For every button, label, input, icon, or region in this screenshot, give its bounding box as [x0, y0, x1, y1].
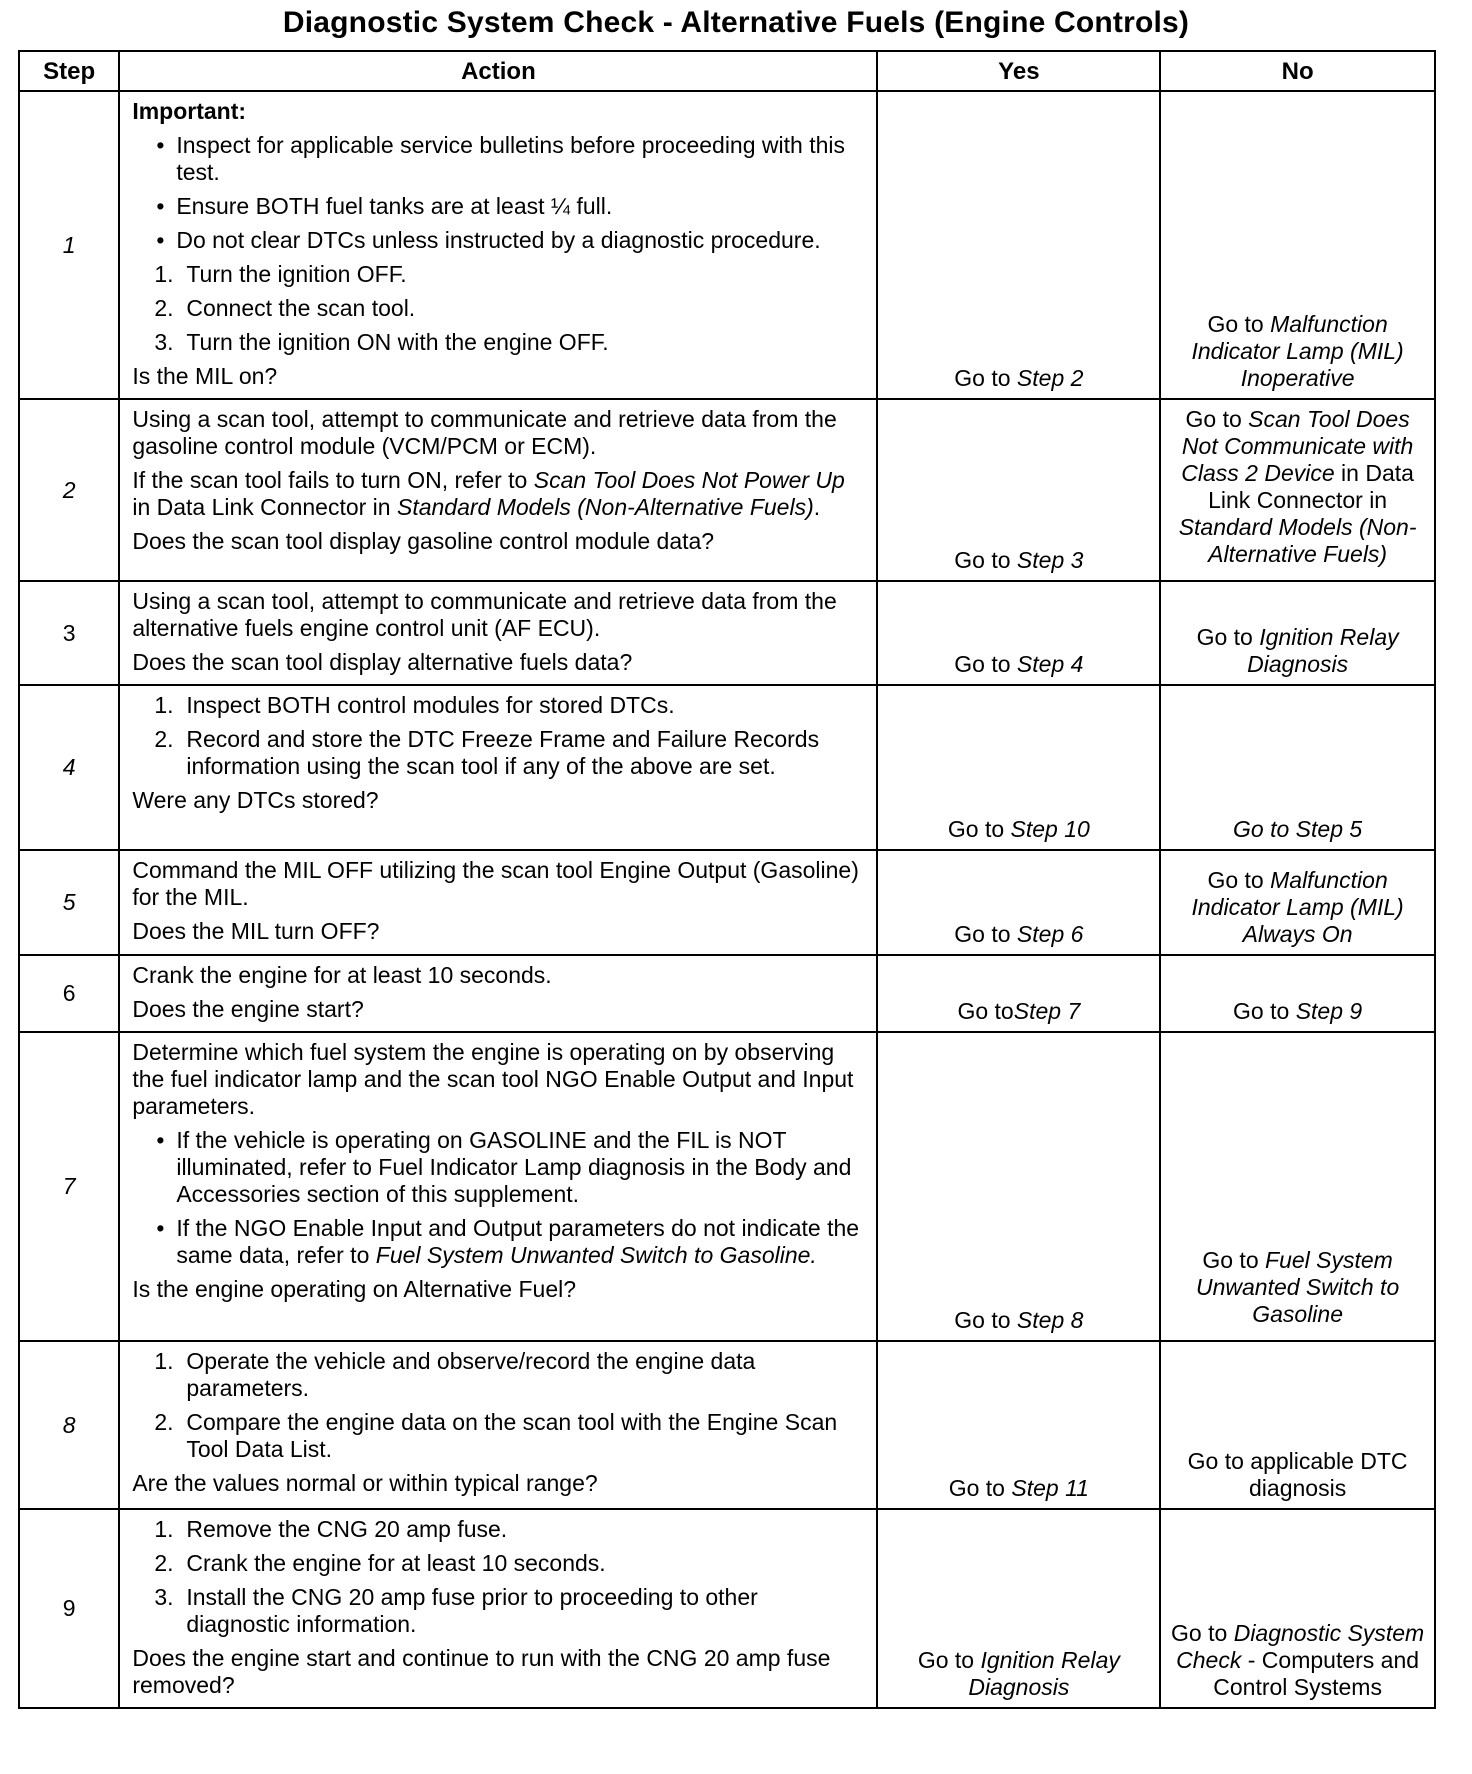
list-item: 2. Crank the engine for at least 10 seconds. [154, 1550, 606, 1576]
action-cell [119, 91, 877, 399]
question-text: Does the scan tool display gasoline control module data? [132, 528, 715, 554]
yes-cell: Go to Step 6 [877, 850, 1160, 955]
step-number: 4 [19, 685, 119, 850]
yes-cell: Go to Ignition Relay Diagnosis [877, 1509, 1160, 1708]
table-row-step-4 [19, 685, 1435, 850]
yes-cell: Go to Step 8 [877, 1032, 1160, 1341]
list-item: 2. Connect the scan tool. [154, 295, 416, 321]
no-cell: Go to Malfunction Indicator Lamp (MIL) Always On [1160, 850, 1435, 955]
no-cell: Go to Step 5 [1160, 685, 1435, 850]
question-text: Does the engine start? [132, 996, 364, 1022]
table-row-step-2 [19, 399, 1435, 581]
table-row-step-6 [19, 955, 1435, 1032]
action-cell: Crank the engine for at least 10 seconds. Does the engine start? [119, 955, 877, 1032]
numbered-list [132, 692, 866, 780]
no-cell: Go to Malfunction Indicator Lamp (MIL) Inoperative [1160, 91, 1435, 399]
list-item: 2. Record and store the DTC Freeze Frame and Failure Records information using the scan tool if any of the above are set. [154, 726, 820, 779]
bullet-list [132, 1127, 866, 1269]
step-number: 6 [19, 955, 119, 1032]
action-cell: Using a scan tool, attempt to communicate and retrieve data from the alternative fuels engine control unit (AF ECU). Does the scan tool display alternative fuels data? [119, 581, 877, 685]
action-cell: Using a scan tool, attempt to communicate and retrieve data from the gasoline control module (VCM/PCM or ECM). If the scan tool fails to turn ON, refer to Scan Tool Does Not Power Up in Data Link Connector in Standard Models (Non-Alternative Fuels). Does the scan tool display gasoline control module data? [119, 399, 877, 581]
action-cell [119, 1341, 877, 1509]
table-row-step-7 [19, 1032, 1435, 1341]
question-text: Are the values normal or within typical range? [132, 1470, 598, 1496]
step-number: 3 [19, 581, 119, 685]
no-cell: Go to Fuel System Unwanted Switch to Gasoline [1160, 1032, 1435, 1341]
no-cell: Go to Step 9 [1160, 955, 1435, 1032]
list-item: 1. Inspect BOTH control modules for stored DTCs. [154, 692, 675, 718]
question-text: Is the engine operating on Alternative Fuel? [132, 1276, 577, 1302]
yes-cell: Go to Step 2 [877, 91, 1160, 399]
step-number: 7 [19, 1032, 119, 1341]
action-cell: Command the MIL OFF utilizing the scan tool Engine Output (Gasoline) for the MIL. Does the MIL turn OFF? [119, 850, 877, 955]
list-item: • If the vehicle is operating on GASOLINE and the FIL is NOT illuminated, refer to Fuel Indicator Lamp diagnosis in the Body and Accessories section of this supplement. [132, 1127, 866, 1208]
step-number: 1 [19, 91, 119, 399]
list-item: 3. Install the CNG 20 amp fuse prior to proceeding to other diagnostic information. [154, 1584, 758, 1637]
header-yes: Yes [877, 51, 1160, 91]
no-cell: Go to Scan Tool Does Not Communicate with Class 2 Device in Data Link Connector in Standard Models (Non-Alternative Fuels) [1160, 399, 1435, 581]
no-cell: Go to Ignition Relay Diagnosis [1160, 581, 1435, 685]
table-row-step-5 [19, 850, 1435, 955]
list-item: • Inspect for applicable service bulletins before proceeding with this test. [132, 132, 866, 186]
header-row [19, 51, 1435, 91]
table-row-step-3 [19, 581, 1435, 685]
important-label: Important: [132, 98, 247, 124]
list-item: • Do not clear DTCs unless instructed by a diagnostic procedure. [132, 227, 866, 254]
action-cell [119, 685, 877, 850]
no-cell: Go to applicable DTC diagnosis [1160, 1341, 1435, 1509]
list-item: • If the NGO Enable Input and Output parameters do not indicate the same data, refer to Fuel System Unwanted Switch to Gasoline. [132, 1215, 866, 1269]
yes-cell: Go to Step 10 [877, 685, 1160, 850]
list-item: 1. Remove the CNG 20 amp fuse. [154, 1516, 508, 1542]
list-item: 3. Turn the ignition ON with the engine OFF. [154, 329, 609, 355]
step-number: 2 [19, 399, 119, 581]
page-title: Diagnostic System Check - Alternative Fuels (Engine Controls) [282, 6, 1190, 39]
question-text: Does the engine start and continue to run with the CNG 20 amp fuse removed? [132, 1645, 831, 1698]
yes-cell: Go to Step 3 [877, 399, 1160, 581]
numbered-list [132, 1516, 866, 1638]
numbered-list [132, 261, 866, 356]
action-cell: Determine which fuel system the engine is operating on by observing the fuel indicator lamp and the scan tool NGO Enable Output and Input parameters. • If the vehicle is operating on GASOLINE and the FIL is NOT illuminated, refer to Fuel Indicator Lamp diagnosis in the Body and Accessories section of this supplement. • If the NGO Enable Input and Output parameters do not indicate the same data, refer to Fuel System Unwanted Switch to Gasoline. Is the engine operating on Alternative Fuel? [119, 1032, 877, 1341]
table-row-step-8 [19, 1341, 1435, 1509]
step-number: 9 [19, 1509, 119, 1708]
list-item: 1. Turn the ignition OFF. [154, 261, 407, 287]
header-action: Action [119, 51, 877, 91]
bullet-list [132, 132, 866, 254]
numbered-list [132, 1348, 866, 1463]
question-text: Does the scan tool display alternative fuels data? [132, 649, 633, 675]
step-number: 5 [19, 850, 119, 955]
diagnostic-table [18, 50, 1436, 1709]
question-text: Were any DTCs stored? [132, 787, 379, 813]
question-text: Does the MIL turn OFF? [132, 918, 380, 944]
step-number: 8 [19, 1341, 119, 1509]
question-text: Is the MIL on? [132, 363, 278, 389]
header-no: No [1160, 51, 1435, 91]
table-row-step-9 [19, 1509, 1435, 1708]
table-row-step-1 [19, 91, 1435, 399]
yes-cell: Go to Step 11 [877, 1341, 1160, 1509]
yes-cell: Go to Step 4 [877, 581, 1160, 685]
yes-cell: Go toStep 7 [877, 955, 1160, 1032]
list-item: 1. Operate the vehicle and observe/record the engine data parameters. [154, 1348, 756, 1401]
list-item: • Ensure BOTH fuel tanks are at least ¼ full. [132, 193, 866, 220]
list-item: 2. Compare the engine data on the scan tool with the Engine Scan Tool Data List. [154, 1409, 838, 1462]
no-cell: Go to Diagnostic System Check - Computers and Control Systems [1160, 1509, 1435, 1708]
header-step: Step [19, 51, 119, 91]
action-cell [119, 1509, 877, 1708]
